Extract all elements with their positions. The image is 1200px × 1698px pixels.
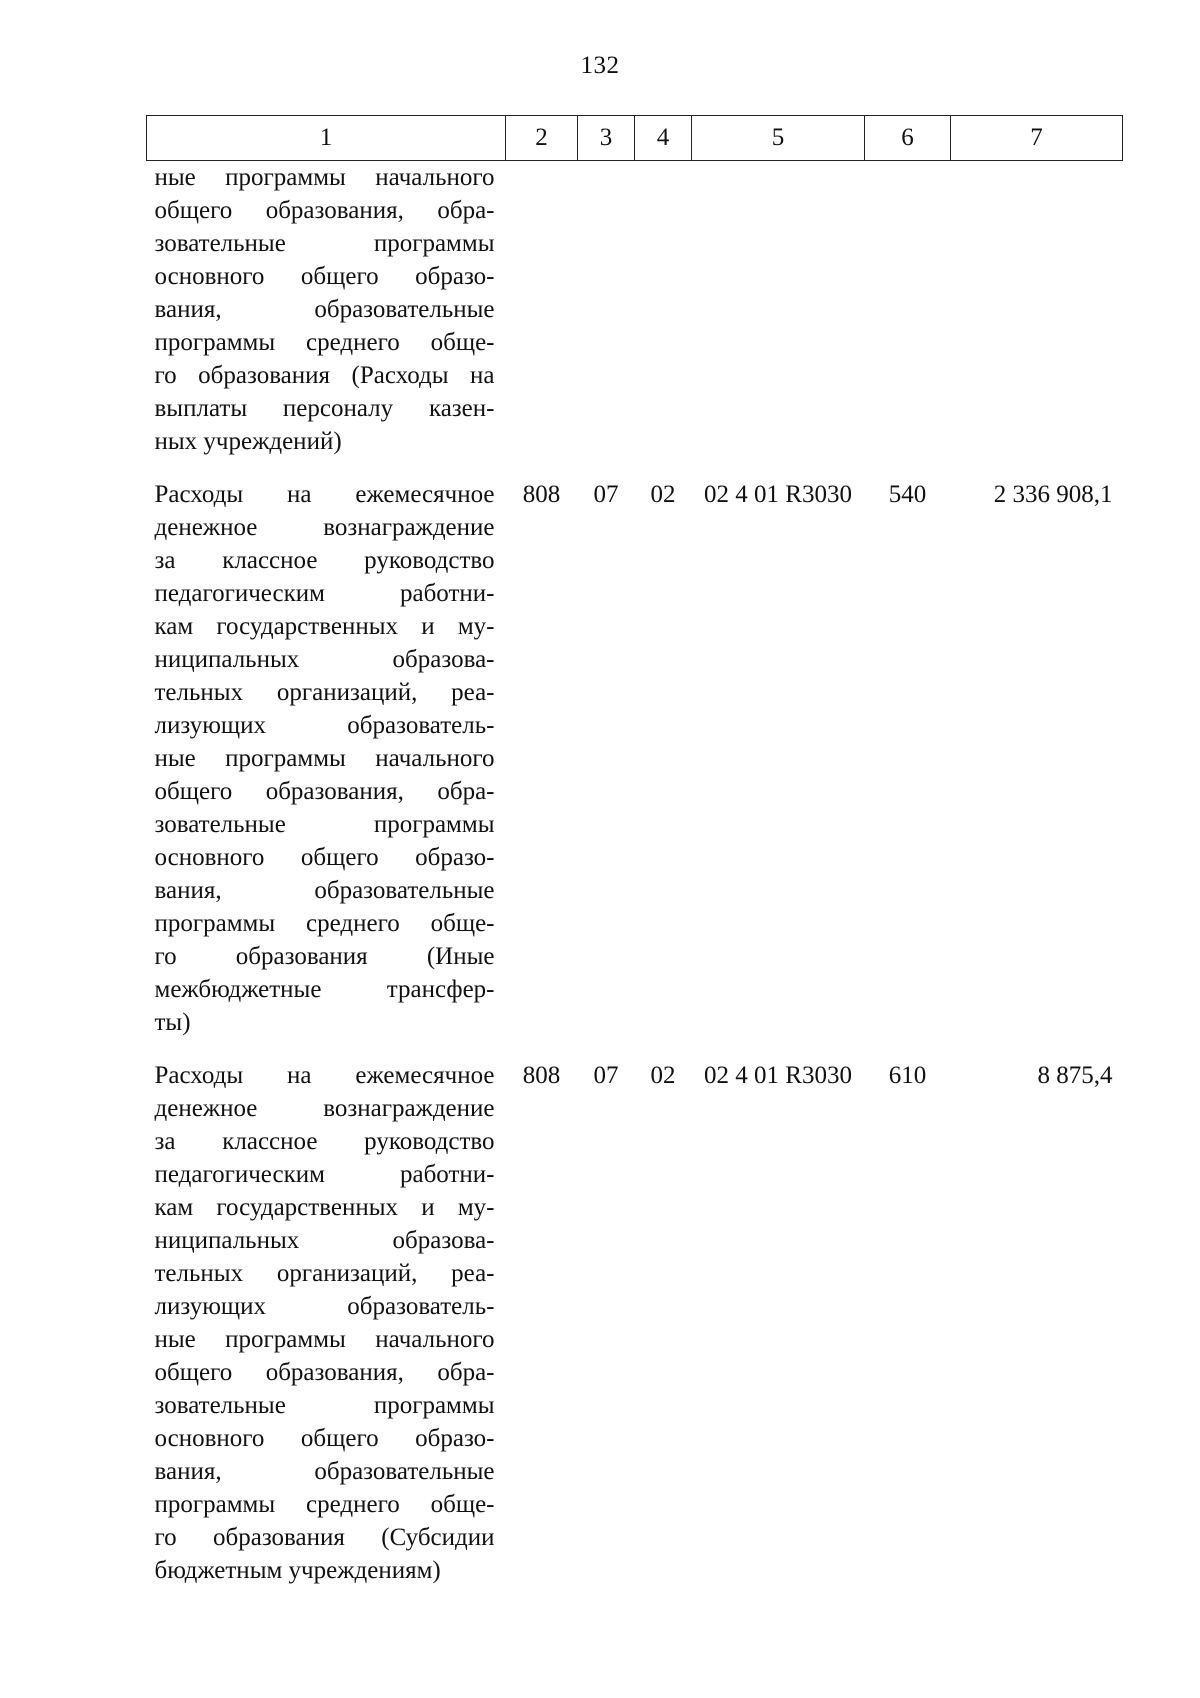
description-line: тельных организаций, реа-: [154, 1260, 495, 1287]
cell-target-article: 02 4 01 R3030: [704, 1062, 852, 1089]
description-line: ниципальных образова-: [154, 1227, 495, 1254]
description-line: ные программы начального: [154, 745, 495, 772]
cell-target-article: 02 4 01 R3030: [704, 481, 852, 508]
cell-ministry-code: [506, 161, 578, 459]
description-line: го образования (Расходы на: [154, 362, 495, 389]
table-row: [147, 161, 1123, 459]
description-line: за классное руководство: [154, 1128, 495, 1155]
description-line: программы среднего обще-: [154, 1491, 495, 1518]
description-line: бюджетным учреждениям): [154, 1557, 441, 1584]
row-description: [147, 458, 506, 1039]
description-line: программы среднего обще-: [154, 910, 495, 937]
cell-expense-type: [865, 161, 951, 459]
description-line: кам государственных и му-: [154, 1194, 495, 1221]
description-line: ты): [154, 1009, 191, 1036]
description-line: зовательные программы: [154, 811, 495, 838]
description-line: вания, образовательные: [154, 1458, 495, 1485]
row-description: [147, 1039, 506, 1587]
description-line: денежное вознаграждение: [154, 1095, 495, 1122]
description-line: вания, образовательные: [154, 296, 495, 323]
cell-section: 07: [593, 1062, 619, 1089]
description-line: общего образования, обра-: [154, 1359, 495, 1386]
cell-subsection: 02: [650, 481, 676, 508]
description-line: лизующих образователь-: [154, 712, 495, 739]
column-header-2: 2: [506, 116, 578, 161]
description-line: за классное руководство: [154, 547, 495, 574]
description-line: ниципальных образова-: [154, 646, 495, 673]
column-header-6: 6: [865, 116, 951, 161]
description-line: зовательные программы: [154, 230, 495, 257]
description-line: ных учреждений): [154, 428, 342, 455]
cell-expense-type: 540: [888, 481, 927, 508]
description-line: выплаты персоналу казен-: [154, 395, 495, 422]
column-header-3: 3: [578, 116, 635, 161]
description-line: педагогическим работни-: [154, 580, 495, 607]
description-line: Расходы на ежемесячное: [154, 481, 495, 508]
description-line: Расходы на ежемесячное: [154, 1062, 495, 1089]
cell-amount: 8 875,4: [1037, 1062, 1113, 1089]
description-line: го образования (Иные: [154, 943, 495, 970]
cell-ministry-code: 808: [522, 1062, 561, 1089]
column-header-4: 4: [635, 116, 692, 161]
description-line: межбюджетные трансфер-: [154, 976, 495, 1003]
cell-subsection: [635, 161, 692, 459]
budget-table: [146, 115, 1123, 1587]
description-line: вания, образовательные: [154, 877, 495, 904]
cell-amount: 2 336 908,1: [993, 481, 1113, 508]
description-line: общего образования, обра-: [154, 778, 495, 805]
column-header-5: 5: [692, 116, 865, 161]
table-header-row: [147, 116, 1123, 161]
cell-ministry-code: 808: [522, 481, 561, 508]
description-line: общего образования, обра-: [154, 197, 495, 224]
cell-section: 07: [593, 481, 619, 508]
description-line: программы среднего обще-: [154, 329, 495, 356]
description-line: го образования (Субсидии: [154, 1524, 495, 1551]
table-row: [147, 458, 1123, 1039]
description-line: основного общего образо-: [154, 263, 495, 290]
description-line: ные программы начального: [154, 1326, 495, 1353]
column-header-1: 1: [147, 116, 506, 161]
description-line: лизующих образователь-: [154, 1293, 495, 1320]
description-line: ные программы начального: [154, 164, 495, 191]
row-description: [147, 161, 506, 459]
column-header-7: 7: [951, 116, 1123, 161]
page-number: 132: [580, 52, 620, 79]
table-row: [147, 1039, 1123, 1587]
cell-target-article: [692, 161, 865, 459]
cell-amount: [951, 161, 1123, 459]
description-line: основного общего образо-: [154, 1425, 495, 1452]
cell-section: [578, 161, 635, 459]
description-line: денежное вознаграждение: [154, 514, 495, 541]
description-line: основного общего образо-: [154, 844, 495, 871]
description-line: тельных организаций, реа-: [154, 679, 495, 706]
description-line: кам государственных и му-: [154, 613, 495, 640]
description-line: педагогическим работни-: [154, 1161, 495, 1188]
cell-subsection: 02: [650, 1062, 676, 1089]
cell-expense-type: 610: [888, 1062, 927, 1089]
description-line: зовательные программы: [154, 1392, 495, 1419]
